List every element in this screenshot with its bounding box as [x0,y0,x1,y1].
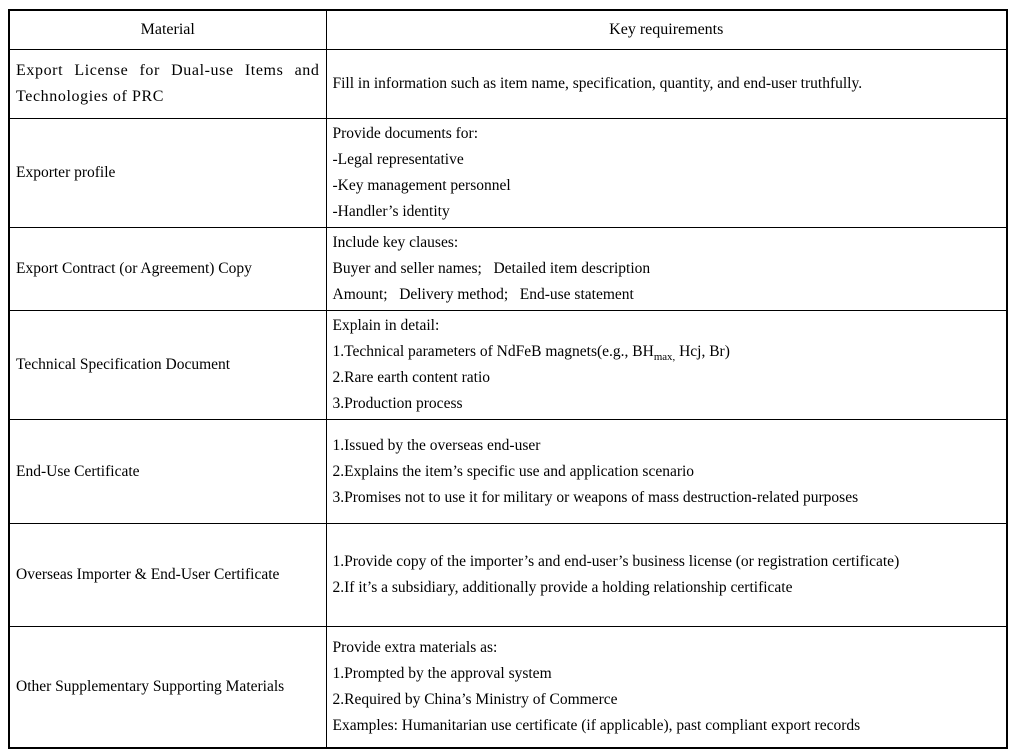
requirement-line: Include key clauses: [332,234,459,251]
requirement-line: 2.Rare earth content ratio [332,369,491,386]
material-label: Overseas Importer & End-User Certificate [16,566,280,583]
requirement-line: Provide documents for: [332,125,479,142]
material-cell [9,228,326,311]
table-row [9,420,1007,524]
requirement-line: 2.Required by China’s Ministry of Commerce [332,690,618,708]
key-requirements-column-header: Key requirements [326,10,1007,50]
table-row [9,119,1007,228]
requirements-cell [326,119,1007,228]
material-cell [9,119,326,228]
requirement-line: 1.Prompted by the approval system [332,664,552,682]
requirements-cell [326,311,1007,420]
table-row [9,311,1007,420]
requirement-line: 1.Issued by the overseas end-user [332,436,541,454]
requirement-line: 3.Production process [332,395,463,412]
requirements-cell [326,50,1007,119]
requirement-line: -Key management personnel [332,177,511,194]
requirement-line: Provide extra materials as: [332,638,498,656]
table-row [9,228,1007,311]
requirement-line: -Legal representative [332,151,464,168]
material-cell [9,420,326,524]
material-label: Other Supplementary Supporting Materials [16,677,285,695]
material-label: Technical Specification Document [16,356,231,373]
material-label: End-Use Certificate [16,462,140,480]
material-cell [9,311,326,420]
requirement-line: Examples: Humanitarian use certificate (if applicable), past compliant export records [332,716,861,734]
requirements-table [8,9,1008,749]
table-body [9,50,1007,748]
table-row [9,524,1007,627]
requirements-cell [326,228,1007,311]
material-label: Export Contract (or Agreement) Copy [16,260,252,277]
material-column-header: Material [9,10,326,50]
material-label: Export License for Dual-use Items and Technologies of PRC [16,62,320,105]
table-row [9,50,1007,119]
material-cell [9,627,326,748]
requirements-cell [326,524,1007,627]
requirements-cell [326,627,1007,748]
requirement-line: -Handler’s identity [332,203,450,220]
requirement-line: 3.Promises not to use it for military or weapons of mass destruction-related purposes [332,488,859,506]
requirement-line: 2.Explains the item’s specific use and application scenario [332,462,695,480]
table-row [9,627,1007,748]
requirement-line: Fill in information such as item name, specification, quantity, and end-user truthfully. [332,75,863,92]
material-cell [9,524,326,627]
requirement-line: 2.If it’s a subsidiary, additionally provide a holding relationship certificate [332,579,793,596]
requirement-line: 1.Technical parameters of NdFeB magnets(e.g., $BH_{max,}$ Hcj, Br) [332,343,730,364]
requirement-line: Amount; Delivery method; End-use statement [332,286,634,303]
material-cell [9,50,326,119]
material-label: Exporter profile [16,164,116,181]
requirement-line: Explain in detail: [332,317,440,334]
requirement-line: Buyer and seller names; Detailed item description [332,260,651,277]
header-row [9,10,1007,50]
requirements-cell [326,420,1007,524]
requirement-line: 1.Provide copy of the importer’s and end-user’s business license (or registration certificate) [332,553,900,570]
